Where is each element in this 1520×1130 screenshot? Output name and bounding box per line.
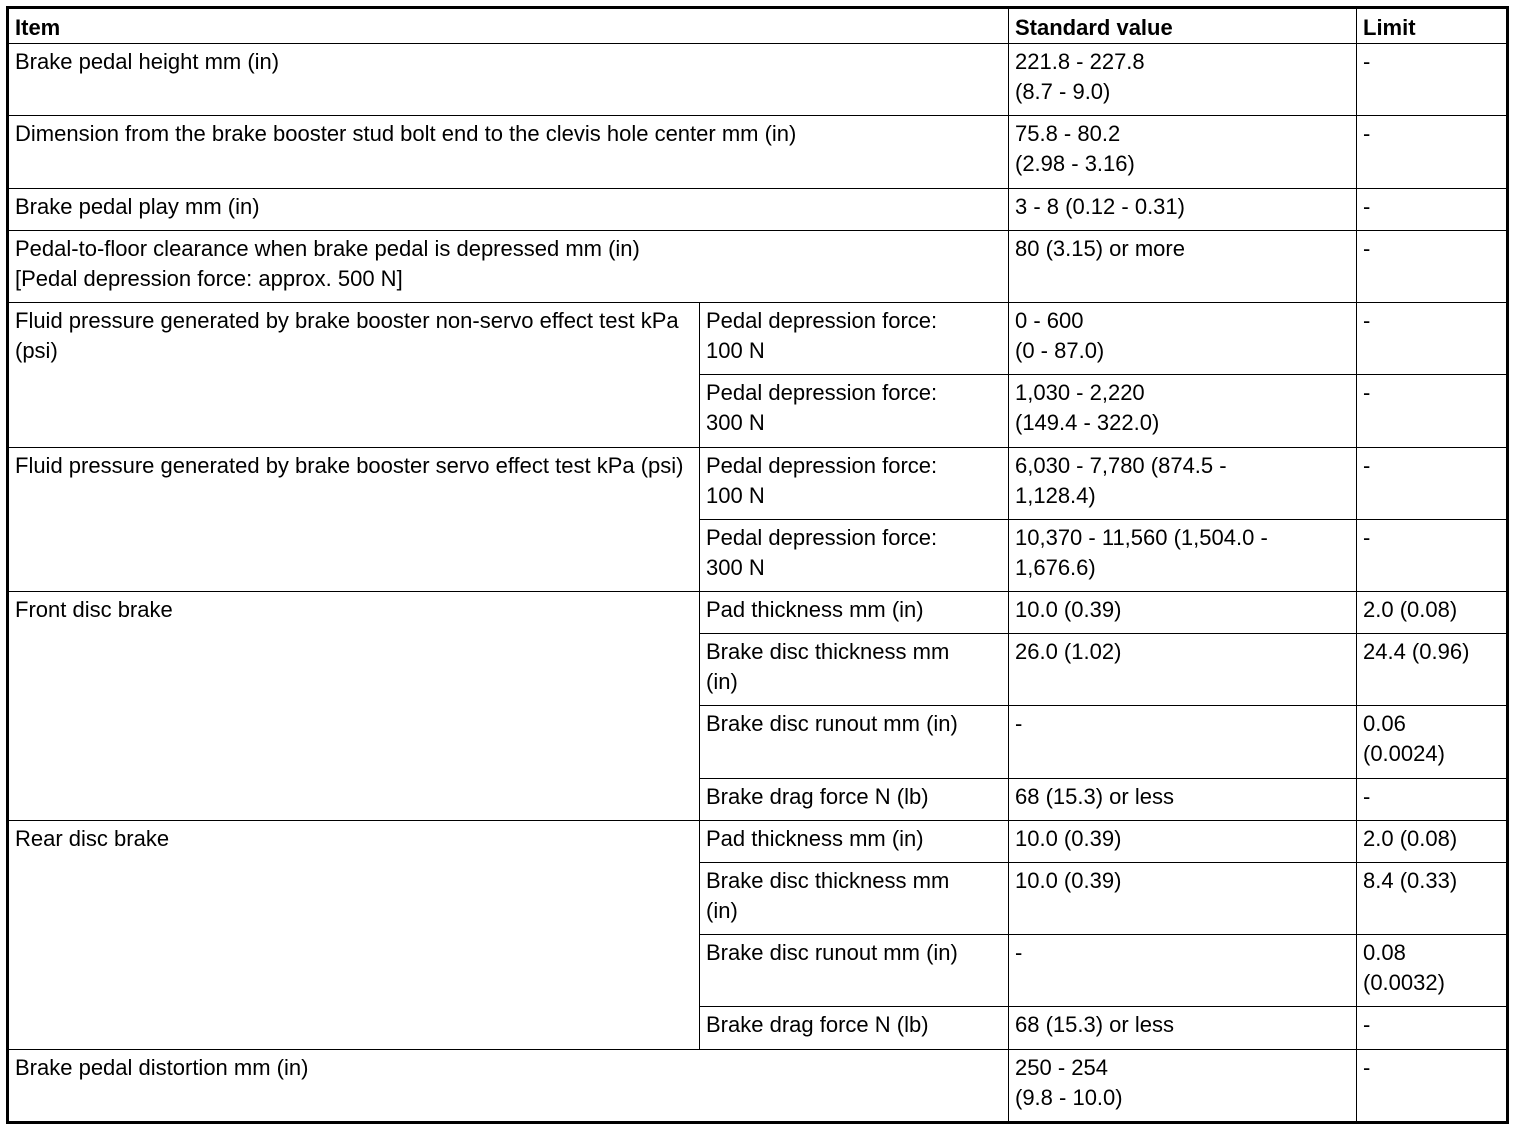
standard-value-cell: 10,370 - 11,560 (1,504.0 - 1,676.6) [1009,519,1357,591]
condition-cell: Brake drag force N (lb) [700,778,1009,820]
table-row [8,230,1508,302]
condition-cell: Brake disc thickness mm (in) [700,862,1009,934]
header-item: Item [8,8,1009,44]
standard-value-cell: - [1009,935,1357,1007]
item-cell: Fluid pressure generated by brake booster servo effect test kPa (psi) [8,447,700,592]
item-cell: Front disc brake [8,592,700,821]
item-cell: Brake pedal play mm (in) [8,188,1009,230]
table-row [8,303,1508,375]
item-cell: Brake pedal height mm (in) [8,44,1009,116]
standard-value-cell: 250 - 254 (9.8 - 10.0) [1009,1049,1357,1122]
standard-value-cell: 10.0 (0.39) [1009,592,1357,634]
standard-value-cell: 26.0 (1.02) [1009,634,1357,706]
condition-cell: Pedal depression force: 300 N [700,375,1009,447]
limit-cell: 0.08 (0.0032) [1357,935,1508,1007]
limit-cell: 0.06 (0.0024) [1357,706,1508,778]
condition-cell: Pad thickness mm (in) [700,820,1009,862]
limit-cell: 8.4 (0.33) [1357,862,1508,934]
table-row [8,44,1508,116]
condition-cell: Pedal depression force: 100 N [700,447,1009,519]
item-cell: Fluid pressure generated by brake booster non-servo effect test kPa (psi) [8,303,700,448]
standard-value-cell: 68 (15.3) or less [1009,1007,1357,1049]
item-cell: Rear disc brake [8,820,700,1049]
limit-cell: 2.0 (0.08) [1357,592,1508,634]
table-row [8,447,1508,519]
condition-cell: Pedal depression force: 100 N [700,303,1009,375]
header-row [8,8,1508,44]
limit-cell: - [1357,116,1508,188]
item-cell: Dimension from the brake booster stud bolt end to the clevis hole center mm (in) [8,116,1009,188]
condition-cell: Brake disc thickness mm (in) [700,634,1009,706]
table-row [8,820,1508,862]
table-row [8,592,1508,634]
standard-value-cell: 68 (15.3) or less [1009,778,1357,820]
limit-cell: - [1357,188,1508,230]
standard-value-cell: 10.0 (0.39) [1009,820,1357,862]
header-limit: Limit [1357,8,1508,44]
standard-value-cell: 80 (3.15) or more [1009,230,1357,302]
standard-value-cell: 221.8 - 227.8 (8.7 - 9.0) [1009,44,1357,116]
table-row [8,1049,1508,1122]
table-row [8,116,1508,188]
condition-cell: Brake disc runout mm (in) [700,935,1009,1007]
condition-cell: Pedal depression force: 300 N [700,519,1009,591]
standard-value-cell: - [1009,706,1357,778]
limit-cell: - [1357,1049,1508,1122]
limit-cell: 24.4 (0.96) [1357,634,1508,706]
header-standard-value: Standard value [1009,8,1357,44]
condition-cell: Brake drag force N (lb) [700,1007,1009,1049]
item-cell: Brake pedal distortion mm (in) [8,1049,1009,1122]
limit-cell: - [1357,778,1508,820]
limit-cell: 2.0 (0.08) [1357,820,1508,862]
condition-cell: Pad thickness mm (in) [700,592,1009,634]
limit-cell: - [1357,447,1508,519]
condition-cell: Brake disc runout mm (in) [700,706,1009,778]
limit-cell: - [1357,1007,1508,1049]
limit-cell: - [1357,303,1508,375]
limit-cell: - [1357,519,1508,591]
standard-value-cell: 75.8 - 80.2 (2.98 - 3.16) [1009,116,1357,188]
standard-value-cell: 0 - 600 (0 - 87.0) [1009,303,1357,375]
limit-cell: - [1357,44,1508,116]
brake-specification-table [6,6,1509,1124]
table-row [8,188,1508,230]
item-cell: Pedal-to-floor clearance when brake pedal is depressed mm (in) [Pedal depression force: approx. 500 N] [8,230,1009,302]
standard-value-cell: 3 - 8 (0.12 - 0.31) [1009,188,1357,230]
standard-value-cell: 10.0 (0.39) [1009,862,1357,934]
limit-cell: - [1357,230,1508,302]
standard-value-cell: 6,030 - 7,780 (874.5 - 1,128.4) [1009,447,1357,519]
limit-cell: - [1357,375,1508,447]
standard-value-cell: 1,030 - 2,220 (149.4 - 322.0) [1009,375,1357,447]
